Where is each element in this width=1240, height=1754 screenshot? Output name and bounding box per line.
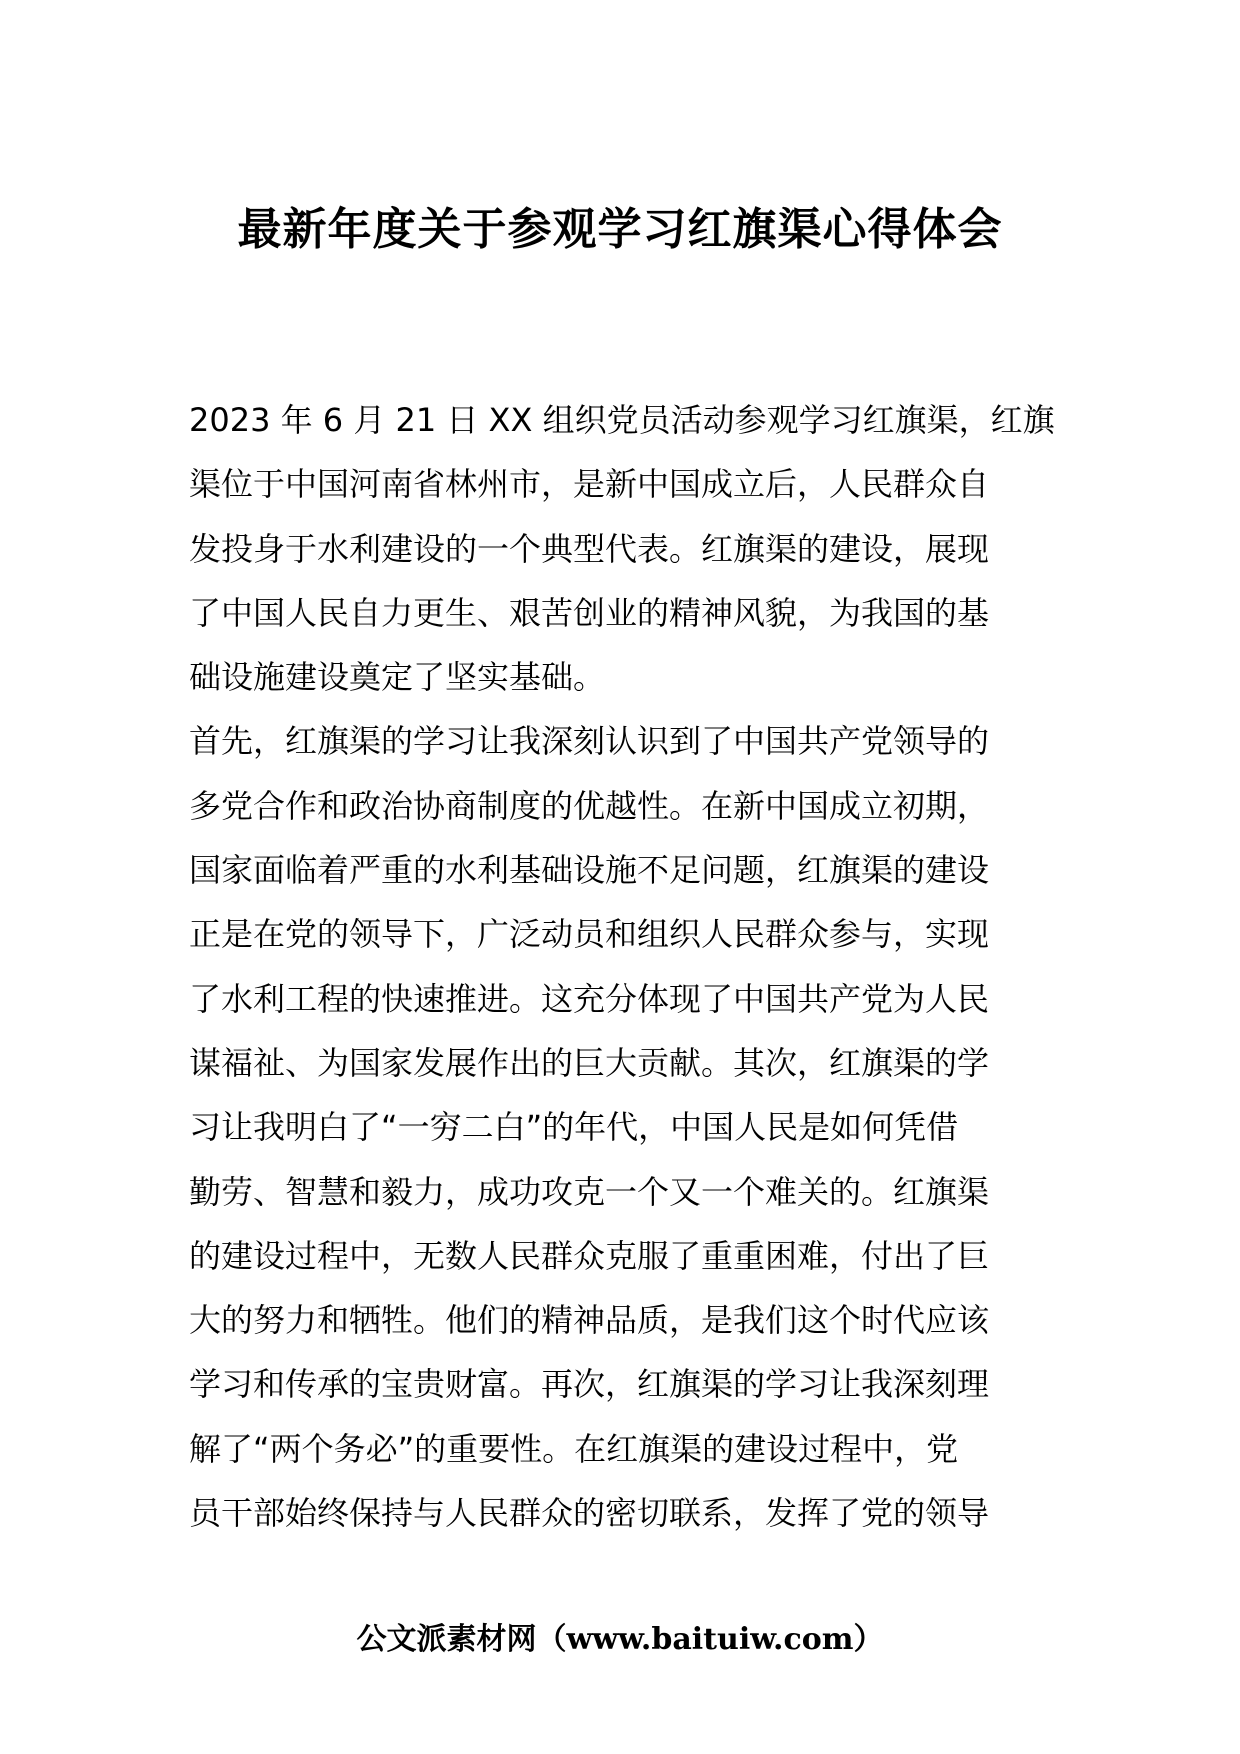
- body-line: 渠位于中国河南省林州市，是新中国成立后，人民群众自: [189, 465, 990, 504]
- body-line: 大的努力和牺牲。他们的精神品质，是我们这个时代应该: [189, 1301, 990, 1340]
- body-line: 发投身于水利建设的一个典型代表。红旗渠的建设，展现: [189, 529, 990, 568]
- body-line: 了水利工程的快速推进。这充分体现了中国共产党为人民: [189, 979, 990, 1018]
- document-title: 最新年度关于参观学习红旗渠心得体会: [237, 204, 1003, 255]
- document-body: [189, 388, 1055, 1545]
- body-line: 勤劳、智慧和毅力，成功攻克一个又一个难关的。红旗渠: [189, 1172, 990, 1211]
- body-line: 了中国人民自力更生、艰苦创业的精神风貌，为我国的基: [189, 593, 990, 632]
- body-line: 的建设过程中，无数人民群众克服了重重困难，付出了巨: [189, 1236, 990, 1275]
- body-line: 员干部始终保持与人民群众的密切联系，发挥了党的领导: [189, 1494, 990, 1533]
- body-line: 解了“两个务必”的重要性。在红旗渠的建设过程中，党: [189, 1429, 959, 1468]
- body-line: 首先，红旗渠的学习让我深刻认识到了中国共产党领导的: [189, 722, 990, 761]
- body-line: 多党合作和政治协商制度的优越性。在新中国成立初期，: [189, 786, 990, 825]
- body-line: 2023 年 6 月 21 日 XX 组织党员活动参观学习红旗渠，红旗: [189, 401, 1055, 439]
- body-line: 学习和传承的宝贵财富。再次，红旗渠的学习让我深刻理: [189, 1365, 990, 1404]
- body-line: 谋福祉、为国家发展作出的巨大贡献。其次，红旗渠的学: [189, 1043, 990, 1082]
- body-line: 础设施建设奠定了坚实基础。: [189, 658, 606, 697]
- body-line: 习让我明白了“一穷二白”的年代，中国人民是如何凭借: [189, 1108, 959, 1147]
- body-line: 正是在党的领导下，广泛动员和组织人民群众参与，实现: [189, 915, 990, 954]
- body-line: 国家面临着严重的水利基础设施不足问题，红旗渠的建设: [189, 851, 990, 890]
- footer-source: 公文派素材网（www.baituiw.com）: [356, 1622, 884, 1657]
